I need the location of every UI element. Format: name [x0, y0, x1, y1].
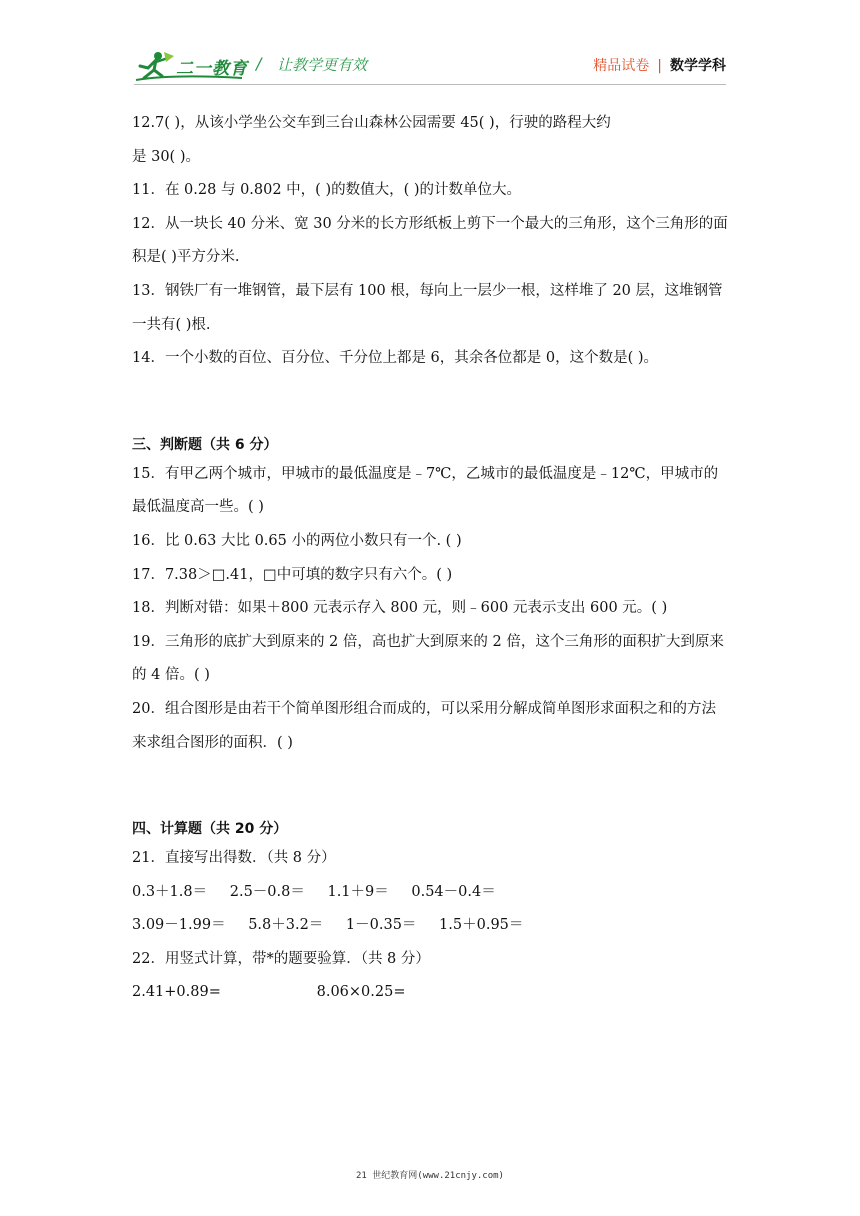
tag-subject: 数学学科	[670, 58, 726, 74]
question-19-line1: 19．三角形的底扩大到原来的 2 倍，高也扩大到原来的 2 倍，这个三角形的面积扩大到原来	[132, 633, 724, 650]
calc-item: 1.1＋9＝	[327, 883, 389, 900]
brand-slogan: 让教学更有效	[277, 56, 368, 74]
question-19-line2: 的 4 倍。( )	[132, 667, 210, 684]
calc-row-2	[132, 909, 732, 943]
calc-item: 5.8＋3.2＝	[248, 917, 324, 934]
page-header	[0, 0, 860, 90]
question-13-line1: 13．钢铁厂有一堆钢管，最下层有 100 根，每向上一层少一根，这样堆了 20 层，这堆钢管	[132, 282, 723, 299]
calc-item: 0.3＋1.8＝	[132, 883, 208, 900]
header-tags	[593, 55, 726, 75]
question-20-line1: 20．组合图形是由若干个简单图形组合而成的，可以采用分解成简单图形求面积之和的方法	[132, 700, 716, 717]
calc-item: 0.54－0.4＝	[411, 883, 496, 900]
tag-premium-paper: 精品试卷	[593, 58, 650, 74]
question-16: 16．比 0.63 大比 0.65 小的两位小数只有一个. ( )	[132, 532, 462, 549]
header-slash: /	[256, 54, 262, 73]
calc-item: 1.5＋0.95＝	[439, 917, 524, 934]
question-18: 18．判断对错：如果＋800 元表示存入 800 元，则﹣600 元表示支出 600 元。( )	[132, 600, 668, 617]
question-14: 14．一个小数的百位、百分位、千分位上都是 6，其余各位都是 0，这个数是( )。	[132, 350, 659, 367]
document-body	[132, 107, 732, 1010]
page-footer: 21 世纪教育网(www.21cnjy.com)	[356, 1171, 504, 1181]
question-13-line2: 一共有( )根.	[132, 316, 211, 333]
calc-item: 1－0.35＝	[345, 917, 417, 934]
calc-item: 3.09－1.99＝	[132, 917, 226, 934]
brand-name: 二一教育	[176, 59, 248, 79]
question-20-line2: 来求组合图形的面积．( )	[132, 734, 293, 751]
tag-separator: |	[657, 58, 662, 74]
question-15-line1: 15．有甲乙两个城市，甲城市的最低温度是﹣7℃，乙城市的最低温度是﹣12℃，甲城市的	[132, 465, 719, 482]
vertical-calc-2: 8.06×0.25=	[316, 984, 406, 1001]
question-22: 22．用竖式计算，带*的题要验算．（共 8 分）	[132, 950, 430, 967]
vertical-calc-1: 2.41+0.89=	[132, 984, 221, 1001]
vertical-calc-row	[132, 976, 732, 1010]
question-line: 是 30( )。	[132, 148, 200, 165]
section-4-title: 四、计算题（共 20 分）	[132, 821, 288, 838]
calc-row-1	[132, 876, 732, 910]
calc-item: 2.5－0.8＝	[229, 883, 305, 900]
question-line: 12.7( )，从该小学坐公交车到三台山森林公园需要 45( )，行驶的路程大约	[132, 115, 611, 131]
question-17: 17．7.38＞□.41，□中可填的数字只有六个。( )	[132, 566, 453, 583]
header-divider	[134, 84, 726, 85]
question-21: 21．直接写出得数．（共 8 分）	[132, 850, 336, 867]
question-12-line1: 12．从一块长 40 分米、宽 30 分米的长方形纸板上剪下一个最大的三角形，这个三角形的面	[132, 215, 728, 232]
question-15-line2: 最低温度高一些。( )	[132, 499, 264, 516]
section-3-title: 三、判断题（共 6 分）	[132, 436, 278, 453]
question-11: 11．在 0.28 与 0.802 中，( )的数值大，( )的计数单位大。	[132, 182, 522, 199]
question-12-line2: 积是( )平方分米.	[132, 249, 240, 266]
